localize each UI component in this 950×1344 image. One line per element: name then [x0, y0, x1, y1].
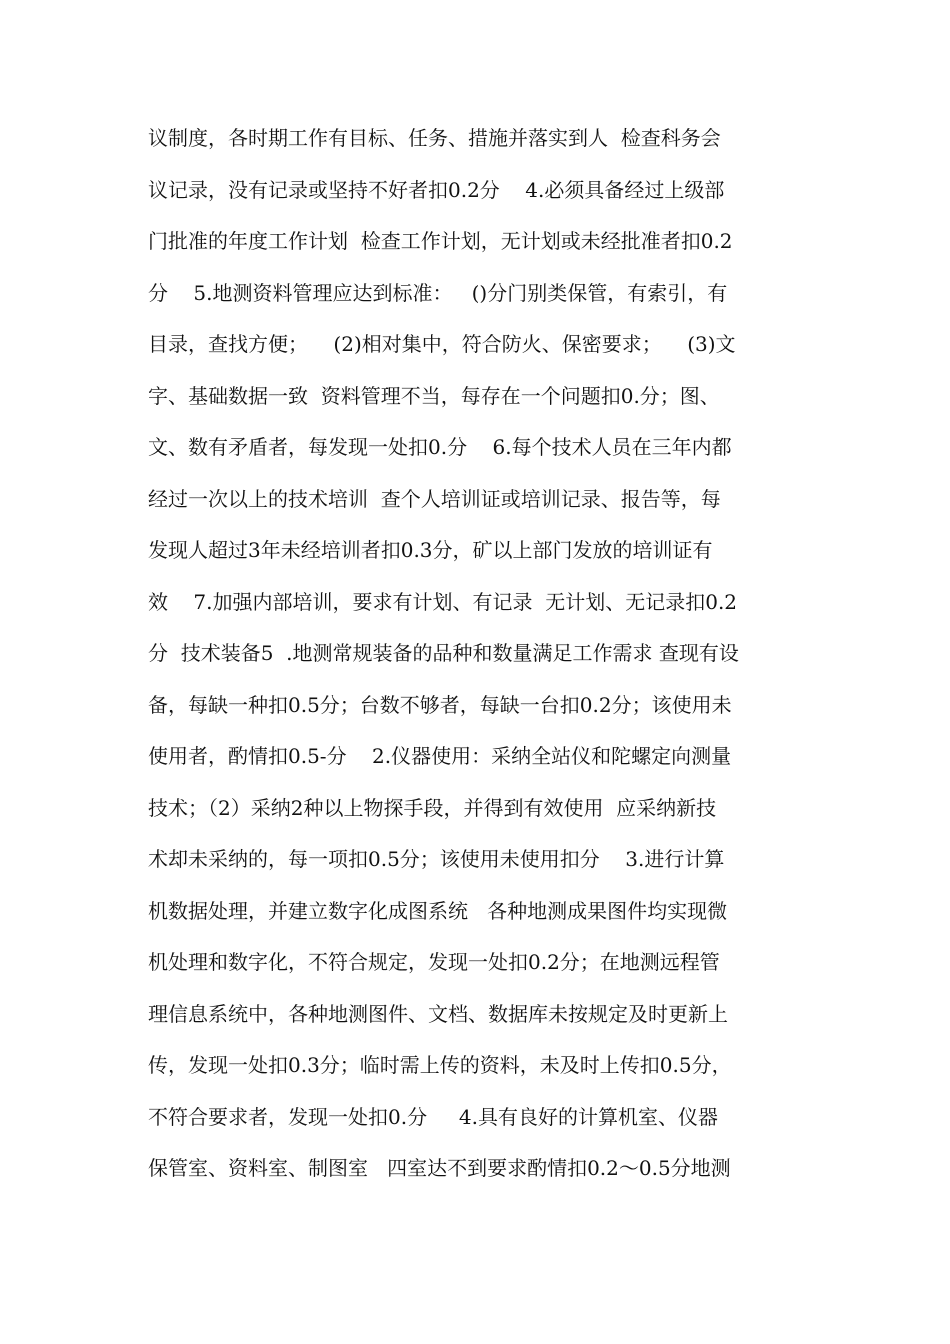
text-line: 议制度，各时期工作有目标、任务、措施并落实到人 检查科务会 — [148, 126, 721, 150]
text-line: 传，发现一处扣0.3分；临时需上传的资料，未及时上传扣0.5分， — [148, 1053, 732, 1077]
text-line: 机处理和数字化，不符合规定，发现一处扣0.2分；在地测远程管 — [148, 950, 720, 974]
text-line: 字、基础数据一致 资料管理不当，每存在一个问题扣0.分；图、 — [148, 383, 720, 408]
text-line: 技术；（2）采纳2种以上物探手段，并得到有效使用 应采纳新技 — [148, 795, 717, 820]
text-line: 不符合要求者，发现一处扣0.分 4.具有良好的计算机室、仪器 — [148, 1104, 718, 1129]
text-line: 机数据处理，并建立数字化成图系统 各种地测成果图件均实现微 — [148, 898, 728, 923]
text-line: 理信息系统中，各种地测图件、文档、数据库未按规定及时更新上 — [148, 1001, 728, 1026]
text-line: 文、数有矛盾者，每发现一处扣0.分 6.每个技术人员在三年内都 — [148, 435, 732, 459]
text-line: 议记录，没有记录或坚持不好者扣0.2分 4.必须具备经过上级部 — [148, 177, 725, 202]
text-line: 保管室、资料室、制图室 四室达不到要求酌情扣0.2～0.5分地测 — [148, 1156, 731, 1180]
text-line: 使用者，酌情扣0.5-分 2.仪器使用：采纳全站仪和陀螺定向测量 — [148, 744, 732, 768]
text-line: 经过一次以上的技术培训 查个人培训证或培训记录、报告等，每 — [148, 486, 721, 511]
body-text — [148, 118, 808, 1200]
text-line: 分 技术装备5 .地测常规装备的品种和数量满足工作需求 查现有设 — [148, 641, 739, 665]
text-line: 术却未采纳的，每一项扣0.5分；该使用未使用扣分 3.进行计算 — [148, 847, 725, 871]
text-line: 备，每缺一种扣0.5分；台数不够者，每缺一台扣0.2分；该使用未 — [148, 692, 732, 717]
text-line: 发现人超过3年未经培训者扣0.3分，矿以上部门发放的培训证有 — [148, 538, 713, 562]
text-line: 效 7.加强内部培训，要求有计划、有记录 无计划、无记录扣0.2 — [148, 589, 738, 614]
text-line: 分 5.地测资料管理应达到标准： ()分门别类保管，有索引，有 — [148, 280, 728, 305]
text-line: 目录，查找方便； (2)相对集中，符合防火、保密要求； (3)文 — [148, 332, 736, 356]
text-line: 门批准的年度工作计划 检查工作计划，无计划或未经批准者扣0.2 — [148, 229, 733, 253]
